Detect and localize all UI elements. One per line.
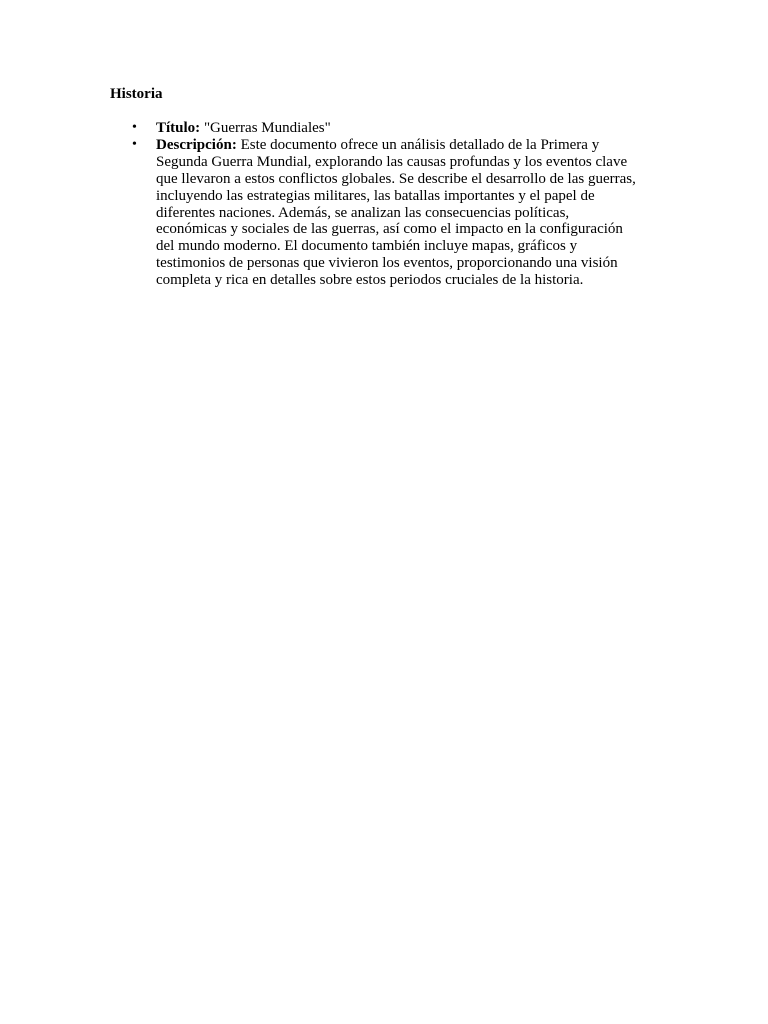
list-item-description bbox=[110, 137, 670, 289]
description-text: Este documento ofrece un análisis detallado de la Primera y Segunda Guerra Mundial, explorando las causas profundas y los eventos clave que llevaron a estos conflictos globales. Se describe el desarrollo de las guerras, incluyendo las estrategias militares, las batallas importantes y el papel de diferentes naciones. Además, se analizan las consecuencias políticas, económicas y sociales de las guerras, así como el impacto en la configuración del mundo moderno. El documento también incluye mapas, gráficos y testimonios de personas que vivieron los eventos, proporcionando una visión completa y rica en detalles sobre estos periodos cruciales de la historia. bbox=[156, 136, 636, 289]
title-value: "Guerras Mundiales" bbox=[200, 120, 331, 136]
bullet-icon: • bbox=[132, 136, 137, 152]
section-heading: Historia bbox=[110, 86, 163, 102]
description-label: Descripción: bbox=[156, 136, 237, 153]
list-item-title bbox=[110, 120, 670, 137]
bullet-icon: • bbox=[132, 120, 137, 135]
info-list bbox=[110, 120, 670, 289]
title-label: Título: bbox=[156, 120, 201, 136]
